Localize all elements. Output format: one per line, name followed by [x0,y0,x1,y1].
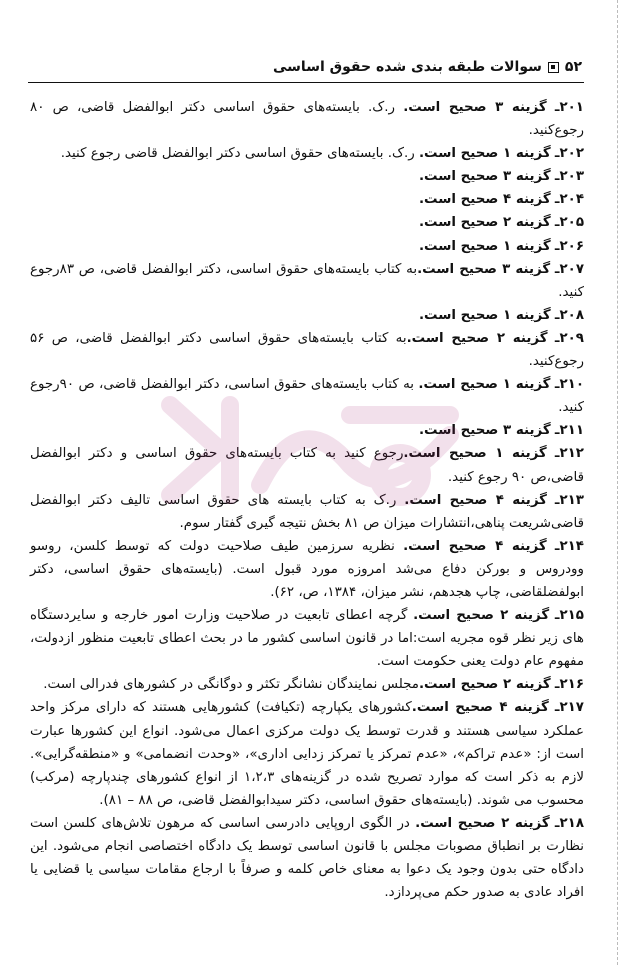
answer-entry: ۲۰۲ـ گزینه ۱ صحیح است. ر.ک. بایسته‌های حقوق اساسی دکتر ابوالفضل قاضی رجوع کنید. [60,146,584,162]
answer-entry: ۲۰۳ـ گزینه ۳ صحیح است. [418,169,584,185]
header-rule [28,82,584,83]
page-number: ۵۲ [564,59,582,75]
binding-edge [616,0,618,965]
answer-entry: ۲۰۸ـ گزینه ۱ صحیح است. [418,307,584,323]
answer-entry: ۲۱۱ـ گزینه ۳ صحیح است. [418,423,584,439]
answer-entry: ۲۱۵ـ گزینه ۲ صحیح است. گرچه اعطای تابعیت در صلاحیت وزارت امور خارجه و سایردستگاه های زیر نظر قوه مجریه است:اما در قانون اساسی کشور ما در بحث اعطای تابعیت منظور ازدولت، مفهوم عام دولت یعنی حکومت است. [30,608,584,670]
book-box-icon [548,62,559,73]
answer-entry: ۲۰۵ـ گزینه ۲ صحیح است. [418,215,584,231]
answer-entry: ۲۰۴ـ گزینه ۴ صحیح است. [418,192,584,208]
answer-entry: ۲۱۶ـ گزینه ۲ صحیح است.مجلس نمایندگان نشانگر تکثر و دوگانگی در کشورهای فدرالی است. [43,677,584,693]
answer-entry: ۲۱۷ـ گزینه ۴ صحیح است.کشورهای یکپارچه (تکیافت) کشورهایی هستند که دارای مرکز واحد عملکرد سیاسی هستند و قدرت توسط یک دولت مرکزی اعمال می‌شود. انواع این کشورها عبارت است از: «عدم تراکم»، «عدم تمرکز یا تمرکز زدایی اداری»، «وحدت انضمامی» و «منطقه‌گرایی». لازم به ذکر است که موارد تصریح شده در گزینه‌های ۱،۲،۳ از انواع کشورهای چندپارچه (مرکب) محسوب می شوند. (بایسته‌های حقوق اساسی، دکتر سیدابوالفضل قاضی، ص ۸۸ – ۸۱). [30,700,584,808]
page-header [30,54,582,80]
answer-entry: ۲۰۷ـ گزینه ۳ صحیح است.به کتاب بایسته‌های حقوق اساسی، دکتر ابوالفضل قاضی، ص ۸۳رجوع کنید. [30,261,584,300]
page-header-title: سوالات طبقه بندی شده حقوق اساسی [273,59,542,75]
answer-list [30,96,584,904]
answer-entry: ۲۱۴ـ گزینه ۴ صحیح است. نظریه سرزمین طیف صلاحیت دولت که توسط کلسن، روسو وودروس و بورکن دفاع می‌شد امروزه مورد قبول است. (بایسته‌های حقوق اساسی، دکتر ابولفضلقاضی، چاپ هجدهم، نشر میزان، ۱۳۸۴، ص، ۶۲). [30,538,584,600]
answer-entry: ۲۰۶ـ گزینه ۱ صحیح است. [418,238,584,254]
answer-entry: ۲۱۳ـ گزینه ۴ صحیح است. ر.ک به کتاب بایسته های حقوق اساسی تالیف دکتر ابوالفضل قاضی‌شریعت پناهی،انتشارات میزان ص ۸۱ بخش نتیجه گیری گفتار سوم. [30,492,584,531]
answer-entry: ۲۱۲ـ گزینه ۱ صحیح است.رجوع کنید به کتاب بایسته‌های حقوق اساسی و دکتر ابوالفضل قاضی،ص ۹۰ رجوع کنید. [30,446,584,485]
answer-entry: ۲۱۸ـ گزینه ۲ صحیح است. در الگوی اروپایی دادرسی اساسی که مرهون تلاش‌های کلسن است نظارت بر انطباق مصوبات مجلس با قانون اساسی توسط یک دادگاه اختصاصی انجام می‌شود. این دادگاه حتی بدون وجود یک دعوا به معنای خاص کلمه و صرفاً با ارجاع مقامات سیاسی یا قضایی یا افراد عادی به صدور حکم می‌پردازد. [30,815,584,901]
answer-entry: ۲۰۹ـ گزینه ۲ صحیح است.به کتاب بایسته‌های حقوق اساسی دکتر ابوالفضل قاضی، ص ۵۶ رجوع‌کنید. [30,330,584,370]
answer-entry: ۲۰۱ـ گزینه ۳ صحیح است. ر.ک. بایسته‌های حقوق اساسی دکتر ابوالفضل قاضی، ص ۸۰ رجوع‌کنید. [30,100,584,139]
answer-entry: ۲۱۰ـ گزینه ۱ صحیح است. به کتاب بایسته‌های حقوق اساسی، دکتر ابوالفضل قاضی، ص ۹۰رجوع کنید. [30,377,584,416]
